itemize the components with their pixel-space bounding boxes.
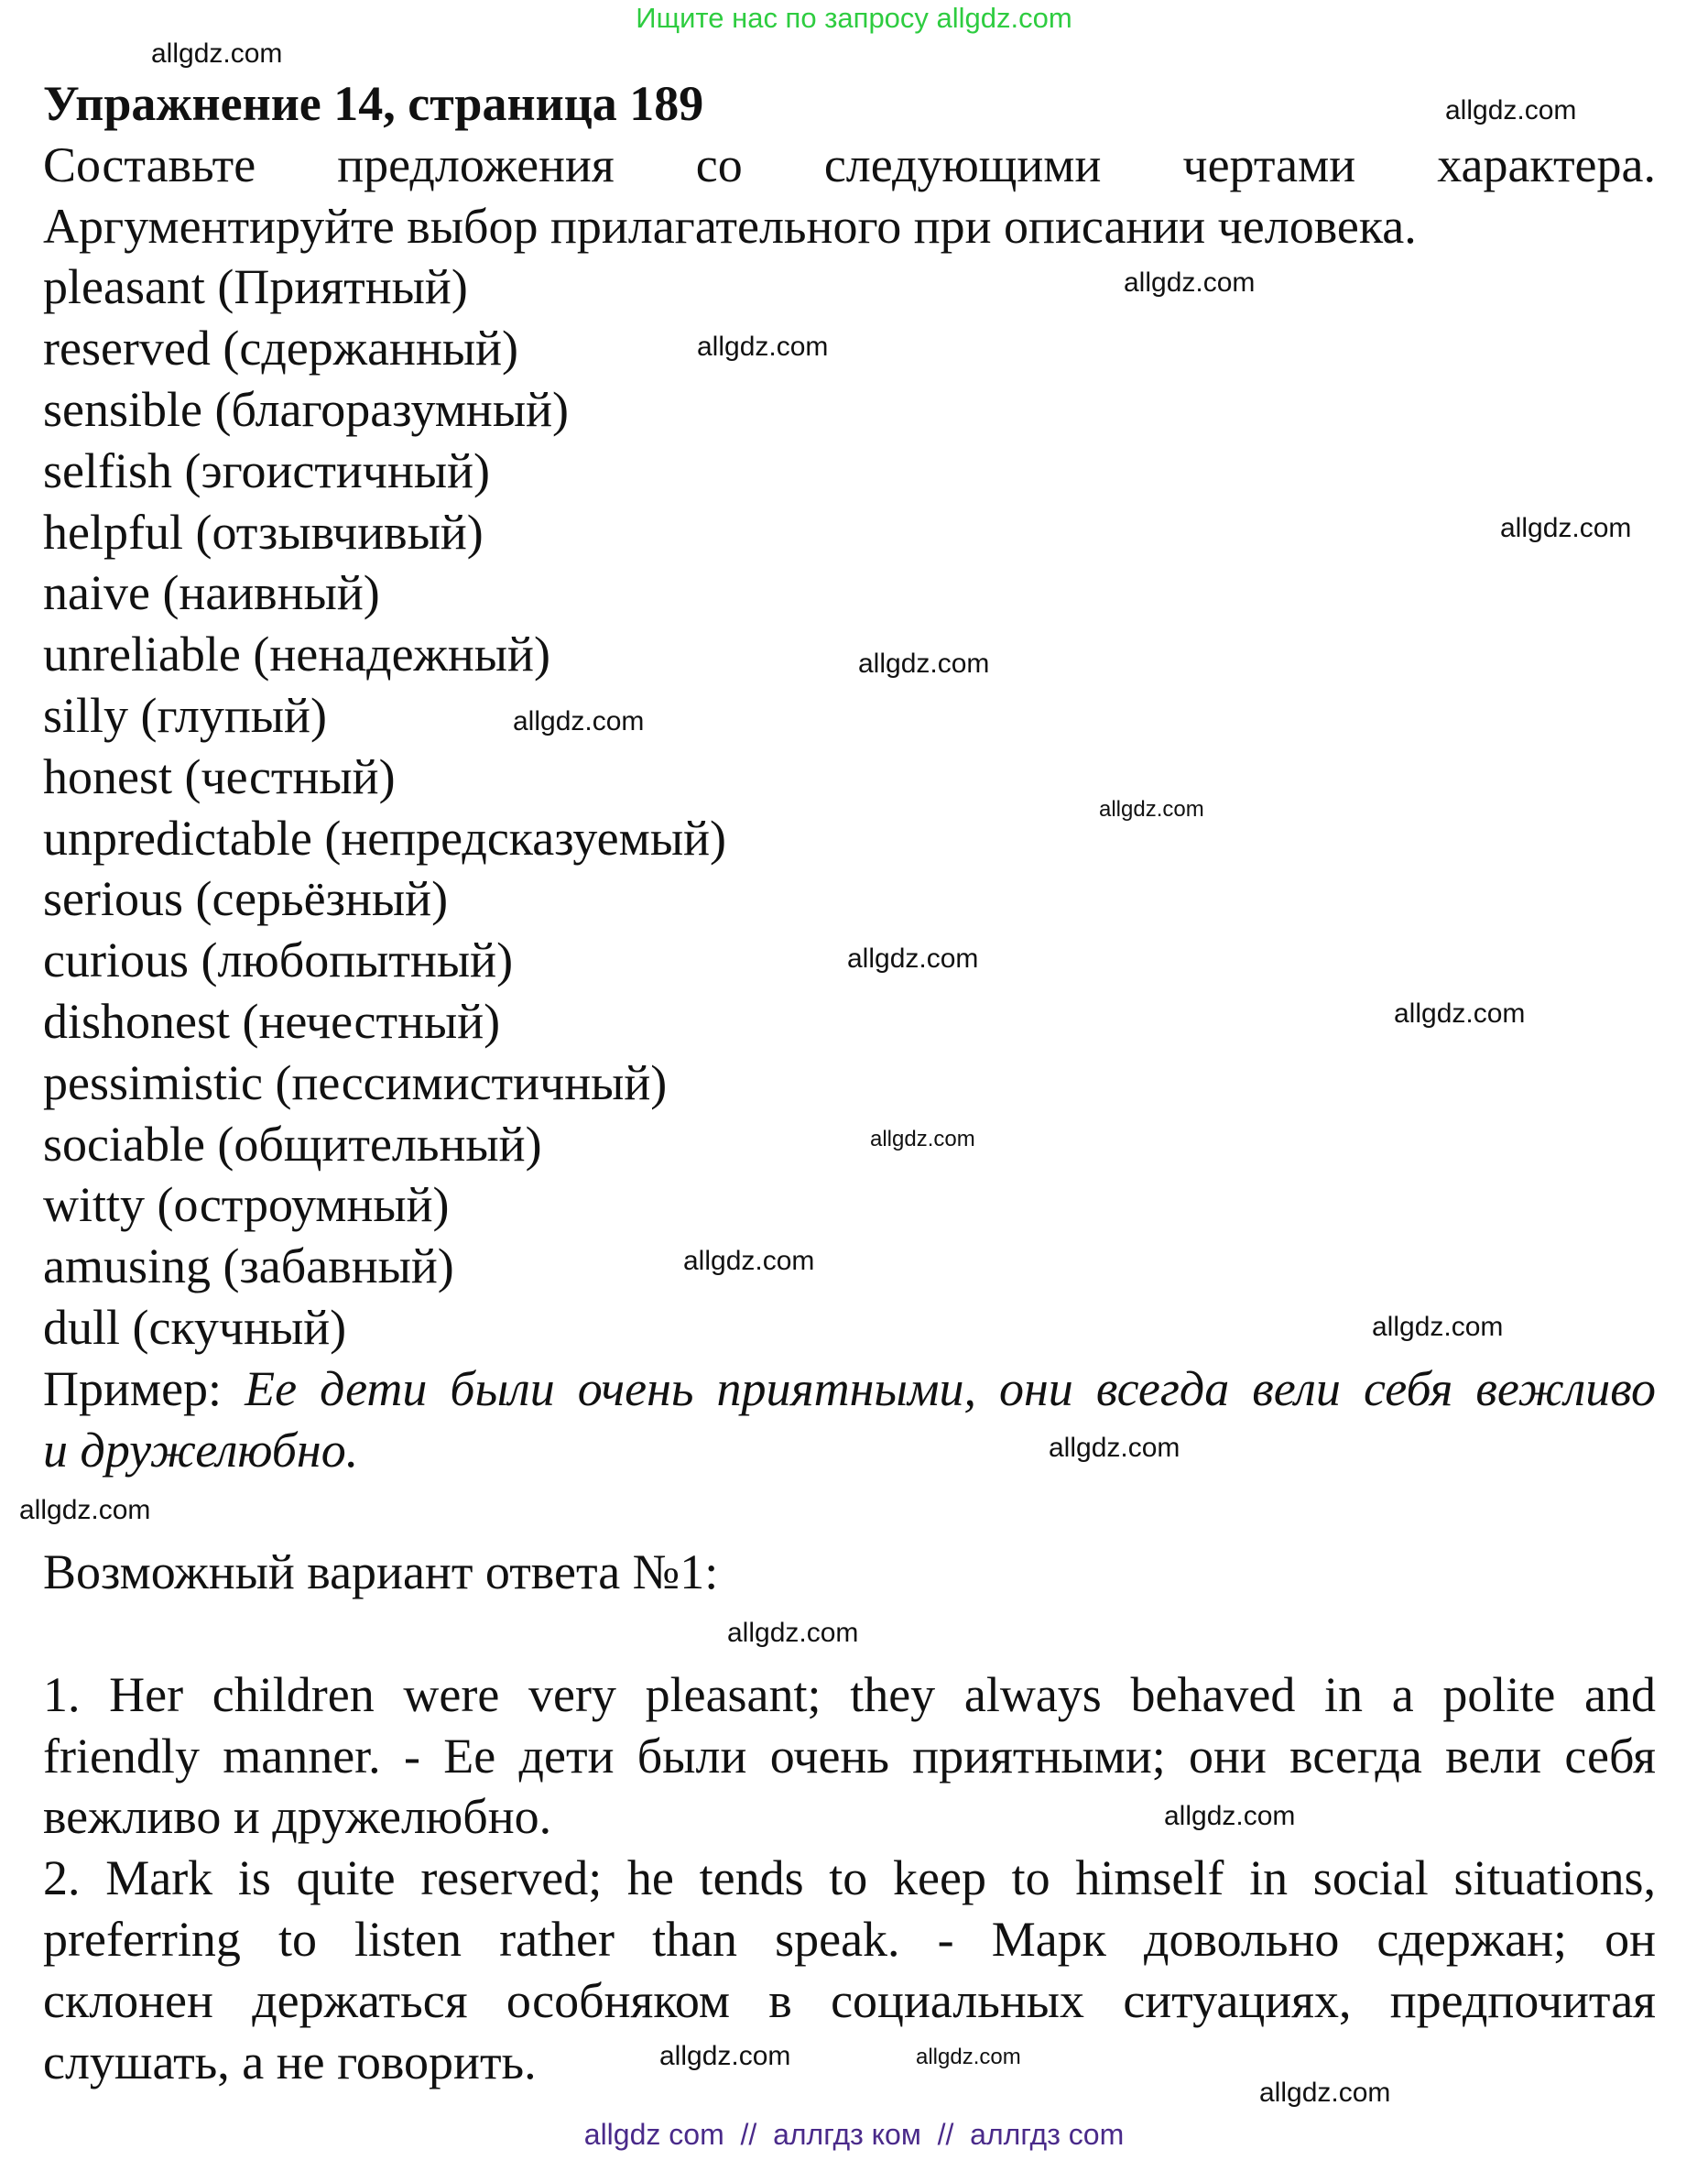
word-item: dishonest (нечестный) <box>43 993 501 1049</box>
watermark: allgdz.com <box>151 38 283 69</box>
watermark: allgdz.com <box>847 944 979 974</box>
word-item: witty (остроумный) <box>43 1177 450 1233</box>
footer-links[interactable]: allgdz com // аллгдз ком // аллгдз com <box>583 2118 1125 2151</box>
watermark: allgdz.com <box>870 1127 975 1151</box>
word-item: dull (скучный) <box>43 1299 347 1355</box>
word-item: naive (наивный) <box>43 565 380 621</box>
word-item: selfish (эгоистичный) <box>43 442 491 498</box>
answer-line: склонен держаться особняком в социальных ситуациях, предпочитая <box>43 1972 1656 2028</box>
watermark: allgdz.com <box>513 706 645 736</box>
answer-line: 1. Her children were very pleasant; they always behaved in a polite and <box>43 1666 1656 1722</box>
word-item: sociable (общительный) <box>43 1116 542 1172</box>
answer-line: friendly manner. - Ее дети были очень приятными; они всегда вели себя <box>43 1728 1656 1784</box>
word-item: unreliable (ненадежный) <box>43 627 550 682</box>
example-text: и дружелюбно. <box>43 1422 359 1478</box>
word-item: pessimistic (пессимистичный) <box>43 1054 668 1110</box>
watermark: allgdz.com <box>1372 1312 1504 1342</box>
watermark: allgdz.com <box>683 1246 815 1276</box>
watermark: allgdz.com <box>1124 267 1256 298</box>
answer-line: 2. Mark is quite reserved; he tends to keep to himself in social situations, <box>43 1850 1656 1906</box>
word-item: helpful (отзывчивый) <box>43 504 484 560</box>
instruction-line: Составьте предложения со следующими чертами характера. <box>43 136 1656 192</box>
page-title: Упражнение 14, страница 189 <box>43 76 704 131</box>
search-banner-link[interactable]: Ищите нас по запросу allgdz.com <box>636 2 1072 34</box>
word-item: silly (глупый) <box>43 687 327 743</box>
watermark: allgdz.com <box>727 1618 859 1648</box>
exercise-content <box>43 73 1656 2092</box>
watermark: allgdz.com <box>1049 1433 1180 1463</box>
answer-line: вежливо и дружелюбно. <box>43 1789 552 1845</box>
watermark: allgdz.com <box>916 2045 1021 2069</box>
example-text: Ее дети были очень приятными, они всегда вели себя вежливо <box>245 1360 1657 1416</box>
word-item: pleasant (Приятный) <box>43 259 468 315</box>
answer-heading: Возможный вариант ответа №1: <box>43 1544 719 1600</box>
example-line <box>43 1420 1656 1481</box>
word-item: sensible (благоразумный) <box>43 381 569 437</box>
watermark: allgdz.com <box>659 2041 791 2071</box>
example-label: Пример: <box>43 1360 223 1416</box>
watermark: allgdz.com <box>19 1495 151 1525</box>
watermark: allgdz.com <box>1394 998 1526 1029</box>
instruction-line: Аргументируйте выбор прилагательного при описании человека. <box>43 198 1417 254</box>
word-item: honest (честный) <box>43 748 396 804</box>
watermark: allgdz.com <box>1445 95 1577 125</box>
watermark: allgdz.com <box>1099 797 1204 822</box>
answer-line: preferring to listen rather than speak. - Марк довольно сдержан; он <box>43 1911 1656 1967</box>
word-item: serious (серьёзный) <box>43 871 449 927</box>
word-item: unpredictable (непредсказуемый) <box>43 810 726 866</box>
watermark: allgdz.com <box>1500 513 1632 543</box>
word-item: reserved (сдержанный) <box>43 321 519 376</box>
watermark: allgdz.com <box>697 332 829 362</box>
example-line <box>43 1358 1656 1420</box>
watermark: allgdz.com <box>1164 1801 1296 1831</box>
watermark: allgdz.com <box>858 649 990 679</box>
word-item: amusing (забавный) <box>43 1238 454 1294</box>
answer-line: слушать, а не говорить. <box>43 2034 537 2089</box>
word-list <box>43 256 1656 1358</box>
word-item: curious (любопытный) <box>43 933 514 988</box>
watermark: allgdz.com <box>1259 2078 1391 2108</box>
